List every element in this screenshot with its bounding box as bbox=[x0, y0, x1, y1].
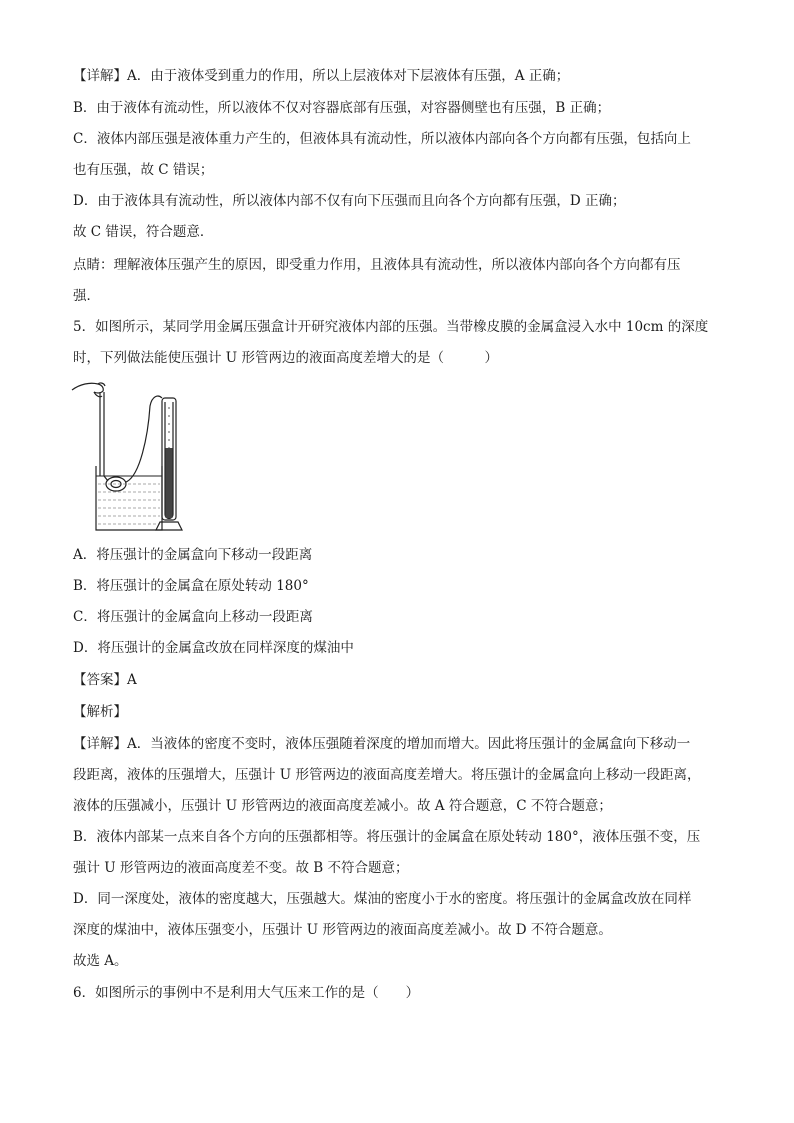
text-line: B．由于液体有流动性，所以液体不仅对容器底部有压强，对容器侧壁也有压强，B 正确； bbox=[73, 100, 611, 116]
text-line: B．液体内部某一点来自各个方向的压强都相等。将压强计的金属盒在原处转动 180°，液体压强不变，压 bbox=[73, 829, 701, 845]
option-d: D．将压强计的金属盒改放在同样深度的煤油中 bbox=[73, 640, 354, 656]
text-line: 点睛：理解液体压强产生的原因，即受重力作用，且液体具有流动性，所以液体内部向各个方向都有压 bbox=[73, 257, 681, 273]
text-line: D．同一深度处，液体的密度越大，压强越大。煤油的密度小于水的密度。将压强计的金属盒改放在同样 bbox=[73, 891, 692, 907]
question-5-stem: 5．如图所示，某同学用金属压强盒计开研究液体内部的压强。当带橡皮膜的金属盒浸入水中 10cm 的深度 bbox=[73, 319, 709, 335]
text-line: 段距离，液体的压强增大，压强计 U 形管两边的液面高度差增大。将压强计的金属盒向上移动一段距离， bbox=[73, 767, 701, 783]
pressure-gauge-figure bbox=[70, 376, 200, 534]
question-5-stem: 时，下列做法能使压强计 U 形管两边的液面高度差增大的是（ ） bbox=[73, 350, 498, 366]
question-6-stem: 6．如图所示的事例中不是利用大气压来工作的是（ ） bbox=[73, 985, 420, 1001]
option-c: C．将压强计的金属盒向上移动一段距离 bbox=[73, 609, 313, 625]
option-b: B．将压强计的金属盒在原处转动 180° bbox=[73, 578, 309, 594]
text-line: C．液体内部压强是液体重力产生的，但液体具有流动性，所以液体内部向各个方向都有压强，包括向上 bbox=[73, 131, 691, 147]
text-line: 强． bbox=[73, 288, 100, 304]
text-line: 故选 A。 bbox=[73, 953, 128, 969]
text-line: D．由于液体具有流动性，所以液体内部不仅有向下压强而且向各个方向都有压强，D 正确； bbox=[73, 193, 626, 209]
answer-label: 【答案】A bbox=[73, 672, 137, 688]
text-line: 强计 U 形管两边的液面高度差不变。故 B 不符合题意； bbox=[73, 860, 409, 876]
analysis-label: 【解析】 bbox=[73, 704, 127, 720]
text-line: 【详解】A．当液体的密度不变时，液体压强随着深度的增加而增大。因此将压强计的金属盒向下移动一 bbox=[73, 736, 691, 752]
option-a: A．将压强计的金属盒向下移动一段距离 bbox=[73, 547, 313, 563]
text-line: 深度的煤油中，液体压强变小，压强计 U 形管两边的液面高度差减小。故 D 不符合题意。 bbox=[73, 922, 612, 938]
text-line: 也有压强，故 C 错误； bbox=[73, 162, 214, 178]
text-line: 故 C 错误，符合题意． bbox=[73, 224, 214, 240]
text-line: 液体的压强减小，压强计 U 形管两边的液面高度差减小。故 A 符合题意，C 不符合题意； bbox=[73, 798, 612, 814]
text-line: 【详解】A．由于液体受到重力的作用，所以上层液体对下层液体有压强，A 正确； bbox=[73, 68, 570, 84]
